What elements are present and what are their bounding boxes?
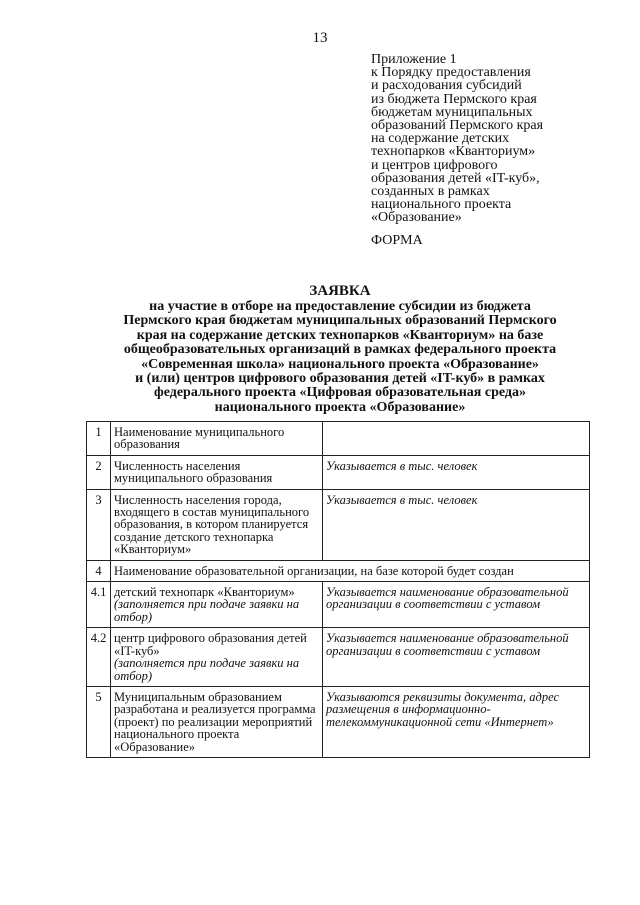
row-label: [111, 628, 323, 687]
subtitle-line: Пермского края бюджетам муниципальных образований Пермского: [123, 313, 557, 329]
subtitle-line: национального проекта «Образование»: [214, 399, 466, 415]
subtitle-line: края на содержание детских технопарков «Кванториум» на базе: [136, 327, 544, 343]
appendix-line: и расходования субсидий: [371, 78, 522, 94]
subtitle-line: на участие в отборе на предоставление субсидии из бюджета: [149, 299, 531, 314]
appendix-line: на содержание детских: [371, 131, 510, 147]
row-label-text: центр цифрового образования детей «IT-куб»: [114, 631, 307, 658]
appendix-line: образования детей «IT-куб»,: [371, 170, 540, 186]
row-label: [111, 686, 323, 757]
row-label: [111, 422, 323, 456]
appendix-header: [371, 53, 611, 225]
row-full-label: Наименование образовательной организации, на базе которой будет создан: [111, 560, 590, 581]
appendix-line: «Образование»: [371, 210, 462, 226]
subtitle-line: «Современная школа» национального проекта «Образование»: [141, 356, 539, 372]
table-row: [87, 489, 590, 560]
row-number: 1: [87, 422, 111, 456]
row-value: Указывается в тыс. человек: [323, 455, 590, 489]
row-value: Указывается в тыс. человек: [323, 489, 590, 560]
document-subtitle: [70, 300, 610, 415]
row-number: 4.2: [87, 628, 111, 687]
row-label: [111, 455, 323, 489]
table-row: [87, 455, 590, 489]
row-label-text: Численность населения муниципального образования: [114, 458, 273, 486]
row-number: 4.1: [87, 582, 111, 628]
table-row: [87, 422, 590, 456]
row-label-text: Наименование муниципального образования: [114, 425, 285, 452]
row-number: 3: [87, 489, 111, 560]
appendix-line: и центров цифрового: [371, 157, 498, 173]
row-value: Указывается наименование образовательной организации в соответствии с уставом: [323, 628, 590, 687]
row-label: [111, 489, 323, 560]
table-row: [87, 686, 590, 757]
row-value: Указывается наименование образовательной организации в соответствии с уставом: [323, 582, 590, 628]
subtitle-line: и (или) центров цифрового образования детей «IT-куб» в рамках: [135, 371, 545, 387]
row-label-text: Численность населения города, входящего в состав муниципального образования, в котором планируется создание детского технопарка «Кванториум»: [114, 492, 310, 557]
application-form-table: [86, 421, 590, 758]
row-note: (заполняется при подаче заявки на отбор): [114, 656, 300, 683]
row-label: [111, 582, 323, 628]
table-row: [87, 628, 590, 687]
row-number: 2: [87, 455, 111, 489]
appendix-line: национального проекта: [371, 197, 512, 213]
appendix-line: из бюджета Пермского края: [371, 91, 537, 107]
row-note: (заполняется при подаче заявки на отбор): [114, 597, 300, 624]
row-value: Указываются реквизиты документа, адрес размещения в информационно-телекоммуникационной сети «Интернет»: [323, 686, 590, 757]
appendix-line: Приложение 1: [371, 52, 457, 67]
page-number: 13: [312, 30, 328, 46]
form-label: ФОРМА: [371, 233, 423, 248]
row-label-text: Муниципальным образованием разработана и реализуется программа (проект) по реализации мероприятий национального проекта «Образование»: [114, 689, 316, 754]
row-label-text: детский технопарк «Кванториум»: [114, 585, 295, 600]
row-number: 4: [87, 560, 111, 581]
table-row: [87, 560, 590, 581]
subtitle-line: федерального проекта «Цифровая образовательная среда»: [154, 385, 526, 401]
appendix-line: образований Пермского края: [371, 118, 544, 134]
appendix-line: технопарков «Кванториум»: [371, 144, 536, 160]
appendix-line: бюджетам муниципальных: [371, 104, 533, 120]
appendix-line: созданных в рамках: [371, 184, 490, 200]
row-value: [323, 422, 590, 456]
table-row: [87, 582, 590, 628]
subtitle-line: общеобразовательных организаций в рамках федерального проекта: [123, 342, 557, 358]
document-title: ЗАЯВКА: [309, 283, 371, 299]
appendix-line: к Порядку предоставления: [371, 65, 531, 81]
row-number: 5: [87, 686, 111, 757]
